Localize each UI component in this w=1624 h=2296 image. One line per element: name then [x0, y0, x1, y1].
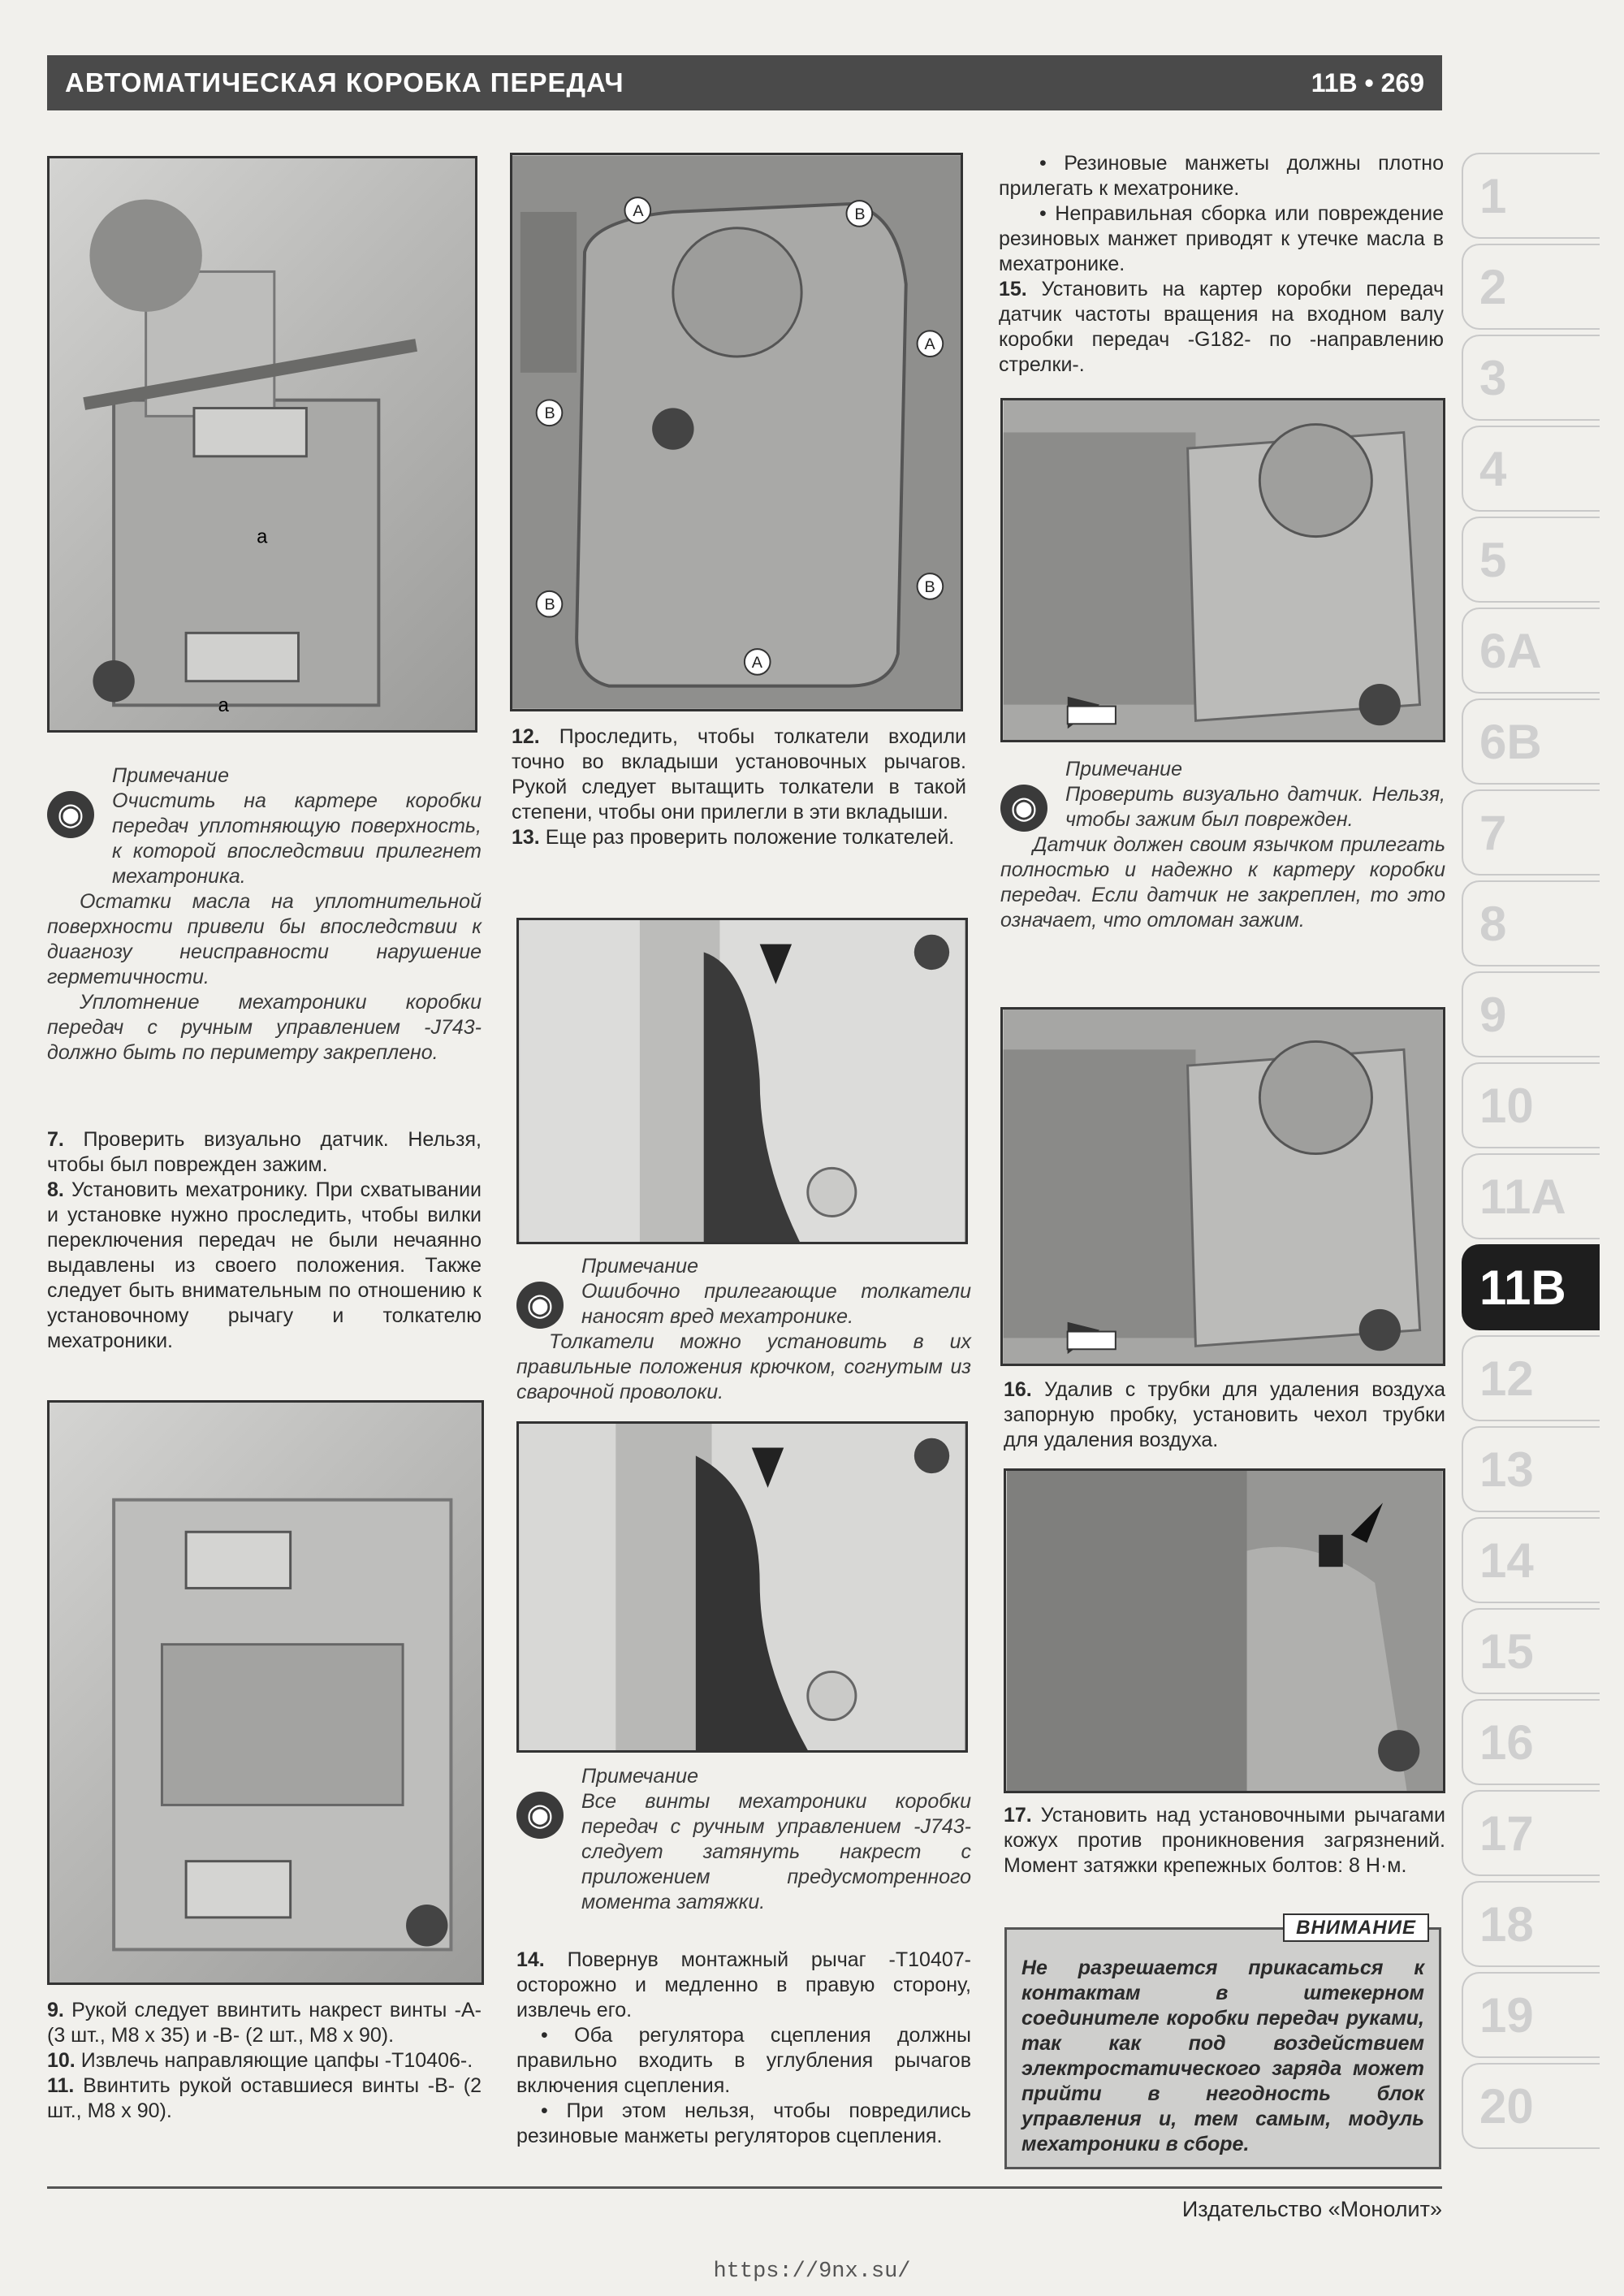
photo-pusher-1: [516, 918, 968, 1244]
page-number: 11B • 269: [1311, 67, 1424, 97]
chapter-tab[interactable]: 6B: [1462, 698, 1600, 785]
chapter-tab[interactable]: 2: [1462, 244, 1600, 330]
svg-text:A: A: [633, 201, 644, 220]
bullets-and-step-15: • Резиновые манжеты должны плотно прилегать к мехатронике. • Неправильная сборка или повреждение резиновых манжет приводят к утечке масла в мехатронике. 15. Установить на картер коробки передач датчик частоты вращения на входном валу коробки передач -G182- по -направлению стрелки-.: [999, 151, 1444, 378]
chapter-tab[interactable]: 7: [1462, 789, 1600, 876]
photo-speed-sensor-1: [1000, 398, 1445, 742]
step-16: 16. Удалив с трубки для удаления воздуха запорную пробку, установить чехол трубки для удаления воздуха.: [1004, 1378, 1446, 1451]
svg-text:B: B: [924, 577, 935, 596]
chapter-tab[interactable]: 9: [1462, 971, 1600, 1057]
photo-vent-tube: [1004, 1468, 1445, 1793]
warning-title: ВНИМАНИЕ: [1283, 1913, 1429, 1942]
source-url: https://9nx.su/: [713, 2259, 911, 2284]
svg-text:B: B: [544, 404, 555, 423]
svg-text:A: A: [751, 653, 762, 672]
page-header: [47, 55, 1442, 110]
label-a: a: [218, 695, 229, 717]
lightbulb-icon: ◉: [1000, 785, 1047, 832]
lightbulb-icon: ◉: [516, 1792, 564, 1839]
publisher: Издательство «Монолит»: [1181, 2197, 1442, 2221]
note-box: ◉ Примечание Проверить визуально датчик. Нельзя, чтобы зажим был поврежден. Датчик должен своим язычком прилегать полностью и надежно к картеру коробки передач. Если датчик не закреплен, то это означает, что отломан зажим.: [1000, 758, 1445, 932]
chapter-tab[interactable]: 1: [1462, 153, 1600, 239]
photo-mechatronic-measure: [47, 156, 477, 733]
photo-mechatronic-installed: [47, 1400, 484, 1985]
steps-12-13: 12. Проследить, чтобы толкатели входили точно во вкладыши установочных рычагов. Рукой следует вытащить толкатели в такой степени, чтобы они прилегли в эти вкладыши. 13. Еще раз проверить положение толкателей.: [512, 725, 967, 849]
chapter-tab[interactable]: 10: [1462, 1062, 1600, 1148]
chapter-tab[interactable]: 5: [1462, 517, 1600, 603]
lightbulb-icon: ◉: [47, 791, 94, 838]
note-box: ◉ Примечание Очистить на картере коробки передач уплотняющую поверхность, к которой впоследствии прилегнет мехатроника. Остатки масла на уплотнительной поверхности привели бы впоследствии к диагнозу неисправности нарушение герметичности. Уплотнение мехатроники коробки передач с ручным управлением -J743- должно быть по периметру закреплено.: [47, 764, 482, 1064]
photo-screw-positions: [510, 153, 963, 711]
steps-9-11: 9. Рукой следует ввинтить накрест винты -А- (3 шт., M8 x 35) и -В- (2 шт., M8 x 90). 10. Извлечь направляющие цапфы -T10406-. 11. Ввинтить рукой оставшиеся винты -В- (2 шт., M8 x 90).: [47, 1999, 482, 2122]
chapter-tab[interactable]: 12: [1462, 1335, 1600, 1421]
label-a: a: [257, 526, 268, 548]
chapter-title: АВТОМАТИЧЕСКАЯ КОРОБКА ПЕРЕДАЧ: [65, 67, 624, 97]
warning-box: [1004, 1917, 1441, 2169]
chapter-tab[interactable]: 15: [1462, 1608, 1600, 1694]
chapter-tabs: [1462, 153, 1600, 2154]
chapter-tab[interactable]: 13: [1462, 1426, 1600, 1512]
chapter-tab[interactable]: 8: [1462, 880, 1600, 966]
warning-text: Не разрешается прикасаться к контактам в штекерном соединителе коробки передач руками, так как под воздействием электростатического заряда может прийти в негодность блок управления и, тем самым, модуль мехатроники в сборе.: [1021, 1957, 1424, 2155]
svg-text:B: B: [854, 205, 866, 223]
photo-speed-sensor-2: [1000, 1007, 1445, 1366]
chapter-tab[interactable]: 11B: [1462, 1244, 1600, 1330]
chapter-tab[interactable]: 18: [1462, 1881, 1600, 1967]
steps-7-8: 7. Проверить визуально датчик. Нельзя, чтобы был поврежден зажим. 8. Установить мехатронику. При схватывании и установке нужно проследить, чтобы вилки переключения передач не были нечаянно выдавлены из своего положения. Также следует быть внимательным по отношению к установочному рычагу и толкателю мехатроники.: [47, 1128, 482, 1352]
chapter-tab[interactable]: 17: [1462, 1790, 1600, 1876]
photo-pusher-2: [516, 1421, 968, 1753]
svg-text:B: B: [544, 595, 555, 614]
chapter-tab[interactable]: 14: [1462, 1517, 1600, 1603]
page-footer: [47, 2186, 1442, 2221]
svg-text:A: A: [924, 335, 935, 354]
chapter-tab[interactable]: 16: [1462, 1699, 1600, 1785]
step-14: 14. Повернув монтажный рычаг -T10407- осторожно и медленно в правую сторону, извлечь его. • Оба регулятора сцепления должны правильно входить в углубления рычагов включения сцепления. • При этом нельзя, чтобы повредились резиновые манжеты регуляторов сцепления.: [516, 1948, 971, 2149]
chapter-tab[interactable]: 6A: [1462, 608, 1600, 694]
chapter-tab[interactable]: 11A: [1462, 1153, 1600, 1239]
note-box: ◉ Примечание Все винты мехатроники коробки передач с ручным управлением -J743- следует затянуть накрест с приложением предусмотренного момента затяжки.: [516, 1764, 971, 1915]
lightbulb-icon: ◉: [516, 1282, 564, 1329]
chapter-tab[interactable]: 3: [1462, 335, 1600, 421]
chapter-tab[interactable]: 20: [1462, 2063, 1600, 2149]
step-17: 17. Установить над установочными рычагами кожух против проникновения загрязнений. Момент затяжки крепежных болтов: 8 Н·м.: [1004, 1804, 1445, 1877]
chapter-tab[interactable]: 19: [1462, 1972, 1600, 2058]
note-box: ◉ Примечание Ошибочно прилегающие толкатели наносят вред мехатронике. Толкатели можно установить в их правильные положения крючком, согнутым из сварочной проволоки.: [516, 1255, 971, 1403]
chapter-tab[interactable]: 4: [1462, 426, 1600, 512]
